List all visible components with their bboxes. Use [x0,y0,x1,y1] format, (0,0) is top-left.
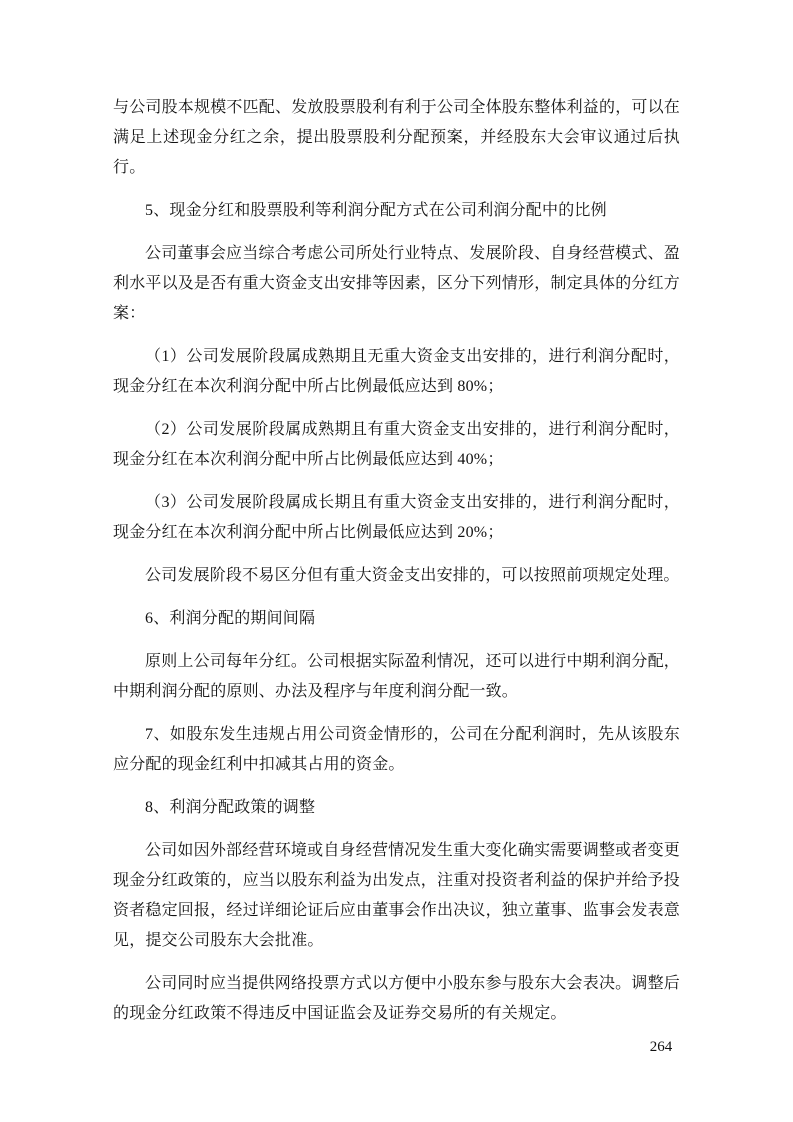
paragraph: 公司董事会应当综合考虑公司所处行业特点、发展阶段、自身经营模式、盈利水平以及是否有重大资金支出安排等因素，区分下列情形，制定具体的分红方案： [113,245,681,322]
paragraph: 5、现金分红和股票股利等利润分配方式在公司利润分配中的比例 [145,202,607,219]
page-number: 264 [649,1039,673,1055]
paragraph: （2）公司发展阶段属成熟期且有重大资金支出安排的，进行利润分配时，现金分红在本次利润分配中所占比例最低应达到 40%； [113,421,680,468]
paragraph: 8、利润分配政策的调整 [145,799,316,816]
paragraph: 公司发展阶段不易区分但有重大资金支出安排的，可以按照前项规定处理。 [145,567,680,584]
paragraph: （3）公司发展阶段属成长期且有重大资金支出安排的，进行利润分配时，现金分红在本次利润分配中所占比例最低应达到 20%； [113,494,680,541]
paragraph: 与公司股本规模不匹配、发放股票股利有利于公司全体股东整体利益的，可以在满足上述现金分红之余，提出股票股利分配预案，并经股东大会审议通过后执行。 [113,99,681,176]
paragraph: 公司如因外部经营环境或自身经营情况发生重大变化确实需要调整或者变更现金分红政策的，应当以股东利益为出发点，注重对投资者利益的保护并给予投资者稳定回报，经过详细论证后应由董事会作出决议，独立董事、监事会发表意见，提交公司股东大会批准。 [113,842,681,949]
paragraph: 7、如股东发生违规占用公司资金情形的，公司在分配利润时，先从该股东应分配的现金红利中扣减其占用的资金。 [113,726,680,773]
paragraph: 公司同时应当提供网络投票方式以方便中小股东参与股东大会表决。调整后的现金分红政策不得违反中国证监会及证券交易所的有关规定。 [113,975,680,1022]
paragraph: 6、利润分配的期间间隔 [145,610,316,627]
paragraph: 原则上公司每年分红。公司根据实际盈利情况，还可以进行中期利润分配，中期利润分配的原则、办法及程序与年度利润分配一致。 [113,653,680,700]
paragraph: （1）公司发展阶段属成熟期且无重大资金支出安排的，进行利润分配时，现金分红在本次利润分配中所占比例最低应达到 80%； [113,348,680,395]
document-body [113,93,680,1042]
